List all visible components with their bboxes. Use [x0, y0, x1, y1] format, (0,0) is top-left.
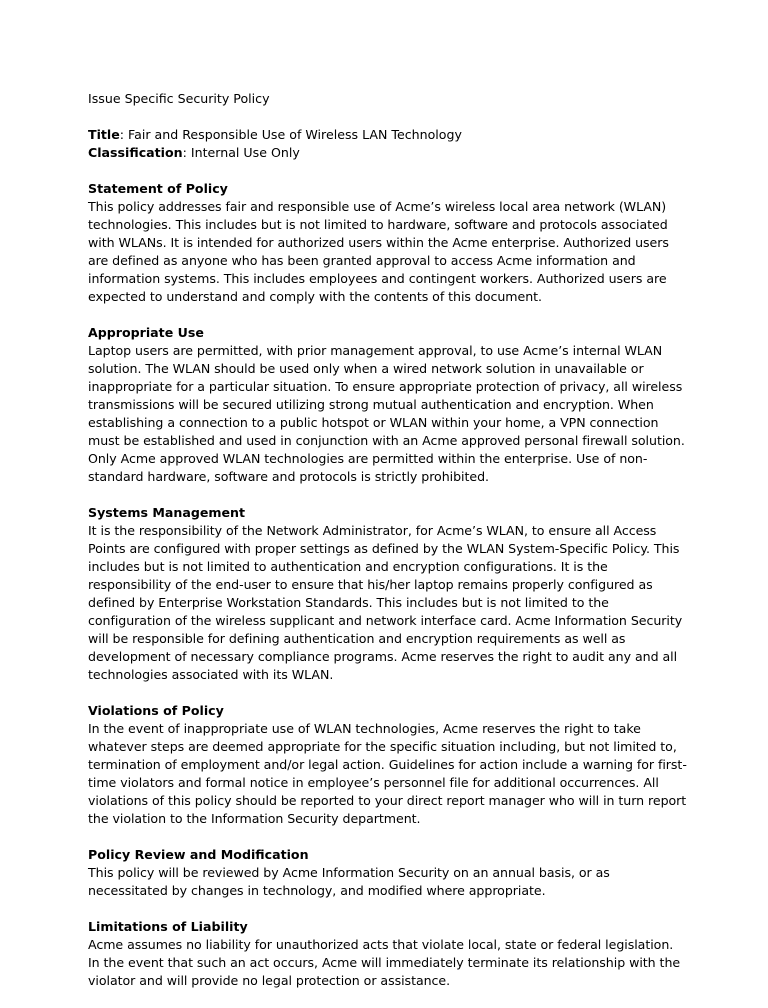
title-label: Title: [88, 127, 120, 142]
section-statement-of-policy: [88, 180, 688, 306]
section-title: Statement of Policy: [88, 181, 228, 196]
section-title: Violations of Policy: [88, 703, 224, 718]
classification-value: : Internal Use Only: [182, 145, 300, 160]
document-heading: Issue Specific Security Policy: [88, 91, 270, 106]
section-body: Laptop users are permitted, with prior management approval, to use Acme’s internal WLAN solution. The WLAN should be used only when a wired network solution in unavailable or inappropriate for a particular situation. To ensure appropriate protection of privacy, all wireless transmissions will be secured utilizing strong mutual authentication and encryption. When establishing a connection to a public hotspot or WLAN within your home, a VPN connection must be established and used in conjunction with an Acme approved personal firewall solution. Only Acme approved WLAN technologies are permitted within the enterprise. Use of non-standard hardware, software and protocols is strictly prohibited.: [88, 343, 685, 484]
section-body: In the event of inappropriate use of WLAN technologies, Acme reserves the right to take whatever steps are deemed appropriate for the specific situation including, but not limited to, termination of employment and/or legal action. Guidelines for action include a warning for first-time violators and formal notice in employee’s personnel file for additional occurrences. All violations of this policy should be reported to your direct report manager who will in turn report the violation to the Information Security department.: [88, 721, 687, 826]
classification-line: [88, 144, 688, 162]
section-body: This policy addresses fair and responsible use of Acme’s wireless local area network (WLAN) technologies. This includes but is not limited to hardware, software and protocols associated with WLANs. It is intended for authorized users within the Acme enterprise. Authorized users are defined as anyone who has been granted approval to access Acme information and information systems. This includes employees and contingent workers. Authorized users are expected to understand and comply with the contents of this document.: [88, 199, 669, 304]
section-limitations-of-liability: [88, 918, 688, 990]
document-page: [88, 90, 688, 1008]
section-systems-management: [88, 504, 688, 684]
section-title: Appropriate Use: [88, 325, 204, 340]
document-meta: [88, 126, 688, 162]
section-body: It is the responsibility of the Network Administrator, for Acme’s WLAN, to ensure all Access Points are configured with proper settings as defined by the WLAN System-Specific Policy. This includes but is not limited to authentication and encryption configurations. It is the responsibility of the end-user to ensure that his/her laptop remains properly configured as defined by Enterprise Workstation Standards. This includes but is not limited to the configuration of the wireless supplicant and network interface card. Acme Information Security will be responsible for defining authentication and encryption requirements as well as development of necessary compliance programs. Acme reserves the right to audit any and all technologies associated with its WLAN.: [88, 523, 683, 682]
section-violations-of-policy: [88, 702, 688, 828]
section-appropriate-use: [88, 324, 688, 486]
classification-label: Classification: [88, 145, 183, 160]
section-body: Acme assumes no liability for unauthorized acts that violate local, state or federal legislation. In the event that such an act occurs, Acme will immediately terminate its relationship with the violator and will provide no legal protection or assistance.: [88, 937, 681, 988]
section-title: Policy Review and Modification: [88, 847, 309, 862]
section-body: This policy will be reviewed by Acme Information Security on an annual basis, or as necessitated by changes in technology, and modified where appropriate.: [88, 865, 610, 898]
section-title: Systems Management: [88, 505, 246, 520]
title-line: [88, 126, 688, 144]
section-policy-review: [88, 846, 688, 900]
section-title: Limitations of Liability: [88, 919, 248, 934]
title-value: : Fair and Responsible Use of Wireless LAN Technology: [119, 127, 462, 142]
